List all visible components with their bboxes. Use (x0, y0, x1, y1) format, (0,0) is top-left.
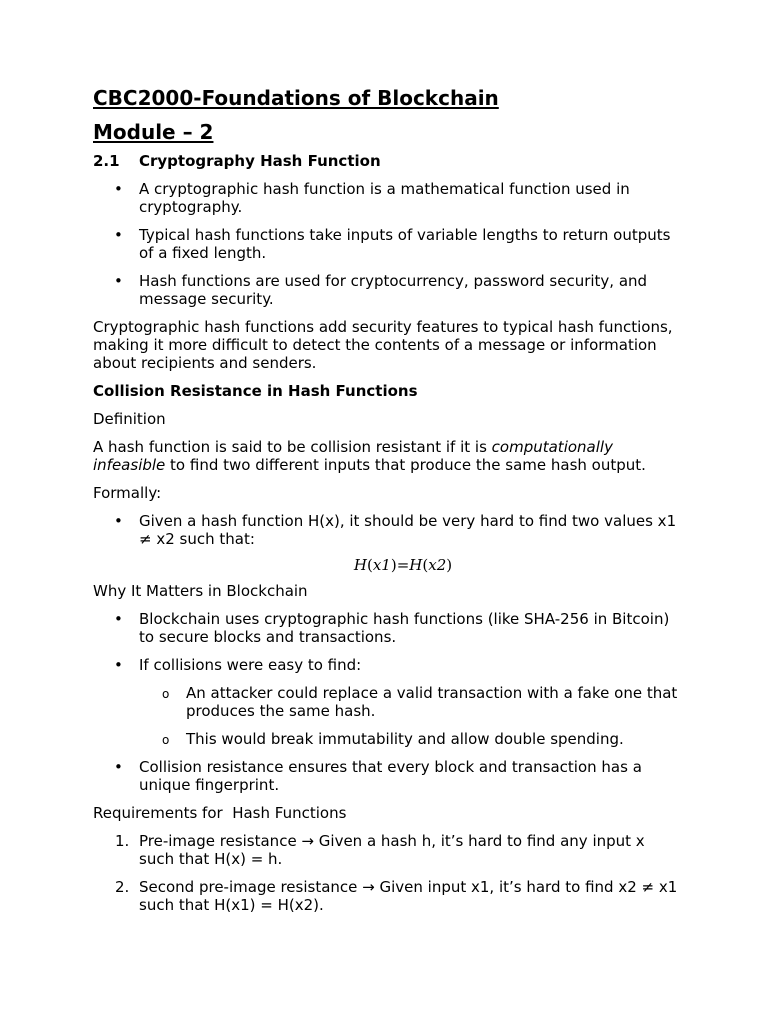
definition-text-pre: A hash function is said to be collision resistant if it is (93, 438, 492, 456)
why-bullet-list (93, 610, 683, 794)
definition-emphasis: computationally infeasible (93, 438, 613, 474)
formula-arg1: x1 (372, 556, 391, 574)
section-title: Cryptography Hash Function (139, 152, 381, 170)
list-item-text: Collision resistance ensures that every block and transaction has a unique fingerprint. (139, 758, 642, 794)
sub-list-item (93, 684, 683, 720)
section-number: 2.1 (93, 152, 120, 170)
list-item (93, 610, 683, 646)
numbered-item (93, 832, 683, 868)
requirements-list (93, 832, 683, 914)
list-item (93, 758, 683, 794)
bullet-icon: • (114, 610, 123, 628)
section-heading (93, 152, 683, 170)
sub-bullet-icon: o (162, 687, 170, 701)
list-item-text: A cryptographic hash function is a mathematical function used in cryptography. (139, 180, 630, 216)
sub-list-item-text: An attacker could replace a valid transaction with a fake one that produces the same hash. (186, 684, 678, 720)
why-heading: Why It Matters in Blockchain (93, 582, 308, 600)
list-item (93, 226, 683, 262)
document-page (93, 86, 683, 924)
list-item-text: Hash functions are used for cryptocurrency, password security, and message security. (139, 272, 648, 308)
intro-bullet-list (93, 180, 683, 308)
formula-arg2: x2 (428, 556, 447, 574)
sub-list-item-text: This would break immutability and allow double spending. (186, 730, 624, 748)
document-title: CBC2000-Foundations of Blockchain (93, 86, 499, 110)
numbered-item-text: Second pre-image resistance → Given input x1, it’s hard to find x2 ≠ x1 such that H(x1) = H(x2). (139, 878, 678, 914)
list-item-text: Typical hash functions take inputs of variable lengths to return outputs of a fixed length. (139, 226, 671, 262)
definition-paragraph (93, 438, 683, 474)
formula-rhs: H (409, 556, 423, 574)
sub-list-item (93, 730, 683, 748)
definition-label: Definition (93, 410, 166, 428)
item-number: 1. (115, 832, 130, 850)
formally-label: Formally: (93, 484, 162, 502)
collision-heading: Collision Resistance in Hash Functions (93, 382, 418, 400)
bullet-icon: • (114, 226, 123, 244)
bullet-icon: • (114, 180, 123, 198)
list-item (93, 180, 683, 216)
list-item-text: If collisions were easy to find: (139, 656, 362, 674)
formally-bullet-list (93, 512, 683, 548)
sub-bullet-list (139, 684, 683, 748)
numbered-item-text: Pre-image resistance → Given a hash h, it’s hard to find any input x such that H(x) = h. (139, 832, 645, 868)
bullet-icon: • (114, 758, 123, 776)
list-item (93, 272, 683, 308)
item-number: 2. (115, 878, 130, 896)
intro-paragraph: Cryptographic hash functions add security features to typical hash functions, making it more difficult to detect the contents of a message or information about recipients and senders. (93, 318, 673, 372)
sub-bullet-icon: o (162, 733, 170, 747)
formula-lhs: H (353, 556, 367, 574)
list-item-text: Given a hash function H(x), it should be very hard to find two values x1 ≠ x2 such that: (139, 512, 677, 548)
list-item-text: Blockchain uses cryptographic hash functions (like SHA-256 in Bitcoin) to secure blocks and transactions. (139, 610, 670, 646)
bullet-icon: • (114, 656, 123, 674)
list-item (93, 512, 683, 548)
definition-text-post: to find two different inputs that produce the same hash output. (165, 456, 646, 474)
bullet-icon: • (114, 272, 123, 290)
list-item (93, 656, 683, 748)
numbered-item (93, 878, 683, 914)
formula-equals: = (396, 556, 410, 574)
bullet-icon: • (114, 512, 123, 530)
collision-formula: H(x1)=H(x2) (353, 556, 453, 574)
module-heading: Module – 2 (93, 120, 214, 144)
requirements-heading: Requirements for Hash Functions (93, 804, 347, 822)
